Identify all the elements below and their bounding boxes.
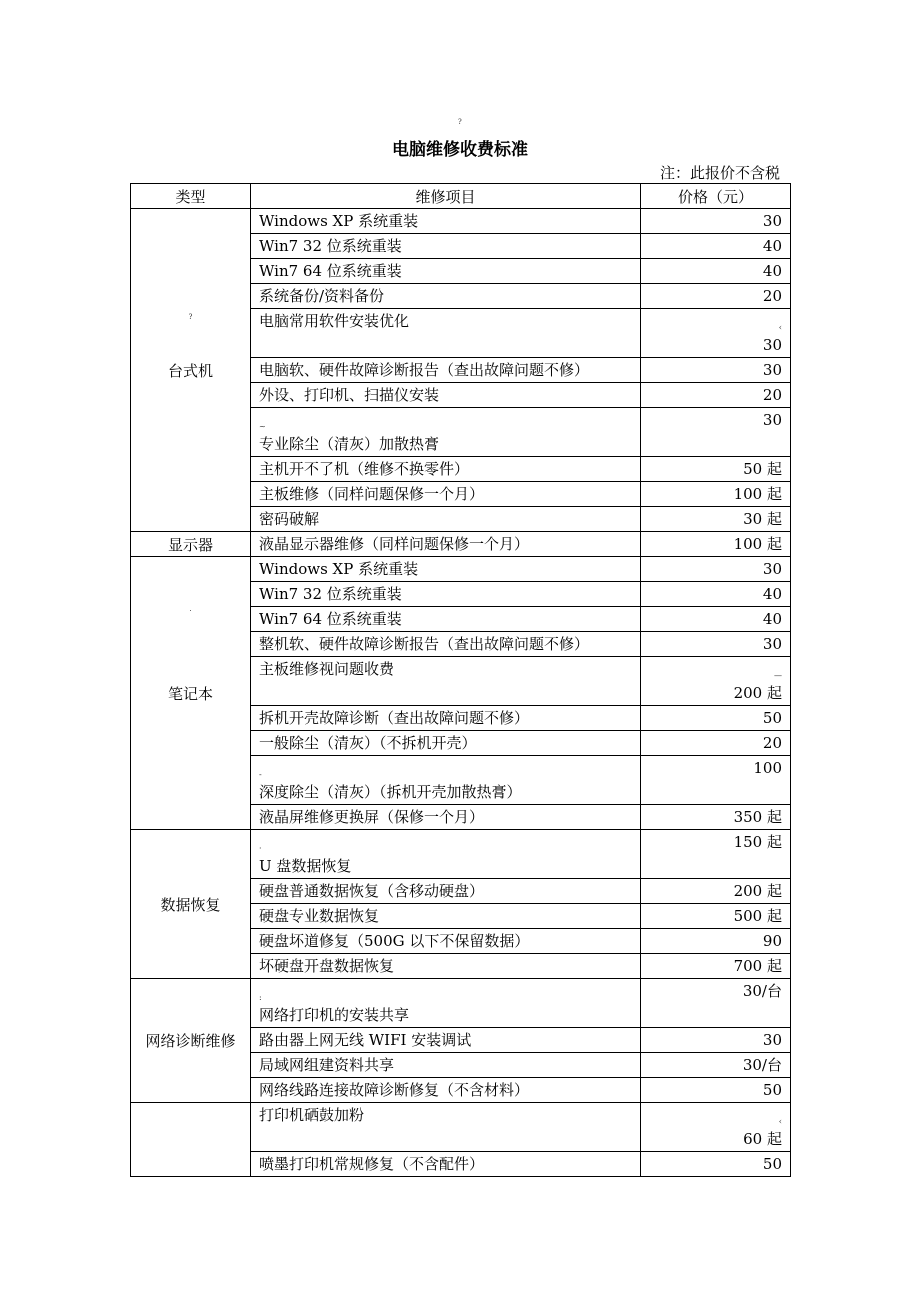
item-name: Win7 64 位系统重装 xyxy=(251,259,641,284)
item-name: Windows XP 系统重装 xyxy=(251,557,641,582)
item-name: Windows XP 系统重装 xyxy=(251,209,641,234)
item-price: 90 xyxy=(641,929,791,954)
item-name: U 盘数据恢复 xyxy=(259,857,352,875)
item-name: 电脑常用软件安装优化 xyxy=(251,309,641,358)
item-name: 密码破解 xyxy=(251,507,641,532)
item-name: 液晶显示器维修（同样问题保修一个月） xyxy=(251,532,641,557)
item-name: 液晶屏维修更换屏（保修一个月） xyxy=(251,805,641,830)
fee-table xyxy=(130,183,791,1177)
category-label: 台式机 xyxy=(167,361,213,380)
item-name: 主板维修视问题收费 xyxy=(251,657,641,706)
stray-mark: ‹ xyxy=(778,323,782,332)
table-header-row xyxy=(131,184,791,209)
item-name-cell xyxy=(251,979,641,1028)
item-price: 30/台 xyxy=(641,979,791,1028)
item-name: 喷墨打印机常规修复（不含配件） xyxy=(251,1152,641,1177)
page-title: 电脑维修收费标准 xyxy=(392,140,528,160)
item-price: 40 xyxy=(641,259,791,284)
item-price-cell xyxy=(641,309,791,358)
table-row xyxy=(131,1103,791,1152)
table-row xyxy=(131,830,791,879)
item-price: 20 xyxy=(641,383,791,408)
stray-mark: ~ xyxy=(259,422,266,431)
item-name: 硬盘坏道修复（500G 以下不保留数据） xyxy=(251,929,641,954)
tax-note: 注：此报价不含税 xyxy=(659,164,780,182)
item-name: 整机软、硬件故障诊断报告（查出故障问题不修） xyxy=(251,632,641,657)
item-price: 350 起 xyxy=(641,805,791,830)
category-network: 网络诊断维修 xyxy=(131,979,251,1103)
stray-mark: ? xyxy=(188,313,193,321)
category-label: 笔记本 xyxy=(167,684,213,703)
stray-mark: ‹ xyxy=(778,1117,782,1126)
item-price: 30 xyxy=(762,336,782,354)
item-name: 局域网组建资料共享 xyxy=(251,1053,641,1078)
item-price: 100 xyxy=(641,756,791,805)
category-desktop xyxy=(131,209,251,532)
item-name-cell xyxy=(251,830,641,879)
item-price: 50 起 xyxy=(641,457,791,482)
stray-mark: - xyxy=(259,770,262,779)
item-price: 500 起 xyxy=(641,904,791,929)
item-price: 20 xyxy=(641,731,791,756)
item-name: Win7 32 位系统重装 xyxy=(251,582,641,607)
item-price: 200 起 xyxy=(641,879,791,904)
item-name: 坏硬盘开盘数据恢复 xyxy=(251,954,641,979)
stray-mark: ? xyxy=(458,118,462,126)
item-price: 30 xyxy=(641,408,791,457)
category-laptop xyxy=(131,557,251,830)
item-price: 50 xyxy=(641,1078,791,1103)
item-name: 硬盘专业数据恢复 xyxy=(251,904,641,929)
item-price: 200 起 xyxy=(733,684,782,702)
item-name: 电脑软、硬件故障诊断报告（查出故障问题不修） xyxy=(251,358,641,383)
stray-mark: · xyxy=(259,844,262,853)
item-name: 专业除尘（清灰）加散热膏 xyxy=(259,435,440,453)
item-price: 30 起 xyxy=(641,507,791,532)
col-header-item: 维修项目 xyxy=(251,184,641,209)
item-name: 硬盘普通数据恢复（含移动硬盘） xyxy=(251,879,641,904)
stray-mark: · xyxy=(189,607,192,615)
category-recovery: 数据恢复 xyxy=(131,830,251,979)
item-price: 100 起 xyxy=(641,482,791,507)
item-name: 路由器上网无线 WIFI 安装调试 xyxy=(251,1028,641,1053)
item-price-cell xyxy=(641,1103,791,1152)
item-price: 30 xyxy=(641,209,791,234)
item-price: 30/台 xyxy=(641,1053,791,1078)
table-row xyxy=(131,532,791,557)
stray-mark: : xyxy=(259,993,262,1002)
item-name: 主机开不了机（维修不换零件） xyxy=(251,457,641,482)
item-price: 30 xyxy=(641,358,791,383)
item-price: 100 起 xyxy=(641,532,791,557)
item-price: 30 xyxy=(641,1028,791,1053)
item-name-cell xyxy=(251,408,641,457)
item-name: 外设、打印机、扫描仪安装 xyxy=(251,383,641,408)
item-name-cell xyxy=(251,756,641,805)
category-monitor: 显示器 xyxy=(131,532,251,557)
item-price: 30 xyxy=(641,557,791,582)
item-price: 700 起 xyxy=(641,954,791,979)
item-name: 系统备份/资料备份 xyxy=(251,284,641,309)
item-name: 网络打印机的安装共享 xyxy=(259,1006,410,1024)
col-header-type: 类型 xyxy=(131,184,251,209)
table-row xyxy=(131,557,791,582)
item-price: 60 起 xyxy=(743,1130,782,1148)
item-price: 50 xyxy=(641,1152,791,1177)
item-price: 50 xyxy=(641,706,791,731)
item-price: 30 xyxy=(641,632,791,657)
col-header-price: 价格（元） xyxy=(641,184,791,209)
item-price-cell xyxy=(641,657,791,706)
item-name: 主板维修（同样问题保修一个月） xyxy=(251,482,641,507)
item-price: 40 xyxy=(641,582,791,607)
category-printer xyxy=(131,1103,251,1177)
item-price: 150 起 xyxy=(641,830,791,879)
item-name: Win7 64 位系统重装 xyxy=(251,607,641,632)
item-name: 打印机硒鼓加粉 xyxy=(251,1103,641,1152)
item-name: Win7 32 位系统重装 xyxy=(251,234,641,259)
table-row xyxy=(131,209,791,234)
item-price: 20 xyxy=(641,284,791,309)
item-price: 40 xyxy=(641,607,791,632)
item-name: 深度除尘（清灰）（拆机开壳加散热膏） xyxy=(259,783,522,801)
stray-mark: — xyxy=(774,671,782,680)
table-row xyxy=(131,979,791,1028)
item-name: 拆机开壳故障诊断（查出故障问题不修） xyxy=(251,706,641,731)
item-name: 一般除尘（清灰）（不拆机开壳） xyxy=(251,731,641,756)
item-price: 40 xyxy=(641,234,791,259)
item-name: 网络线路连接故障诊断修复（不含材料） xyxy=(251,1078,641,1103)
